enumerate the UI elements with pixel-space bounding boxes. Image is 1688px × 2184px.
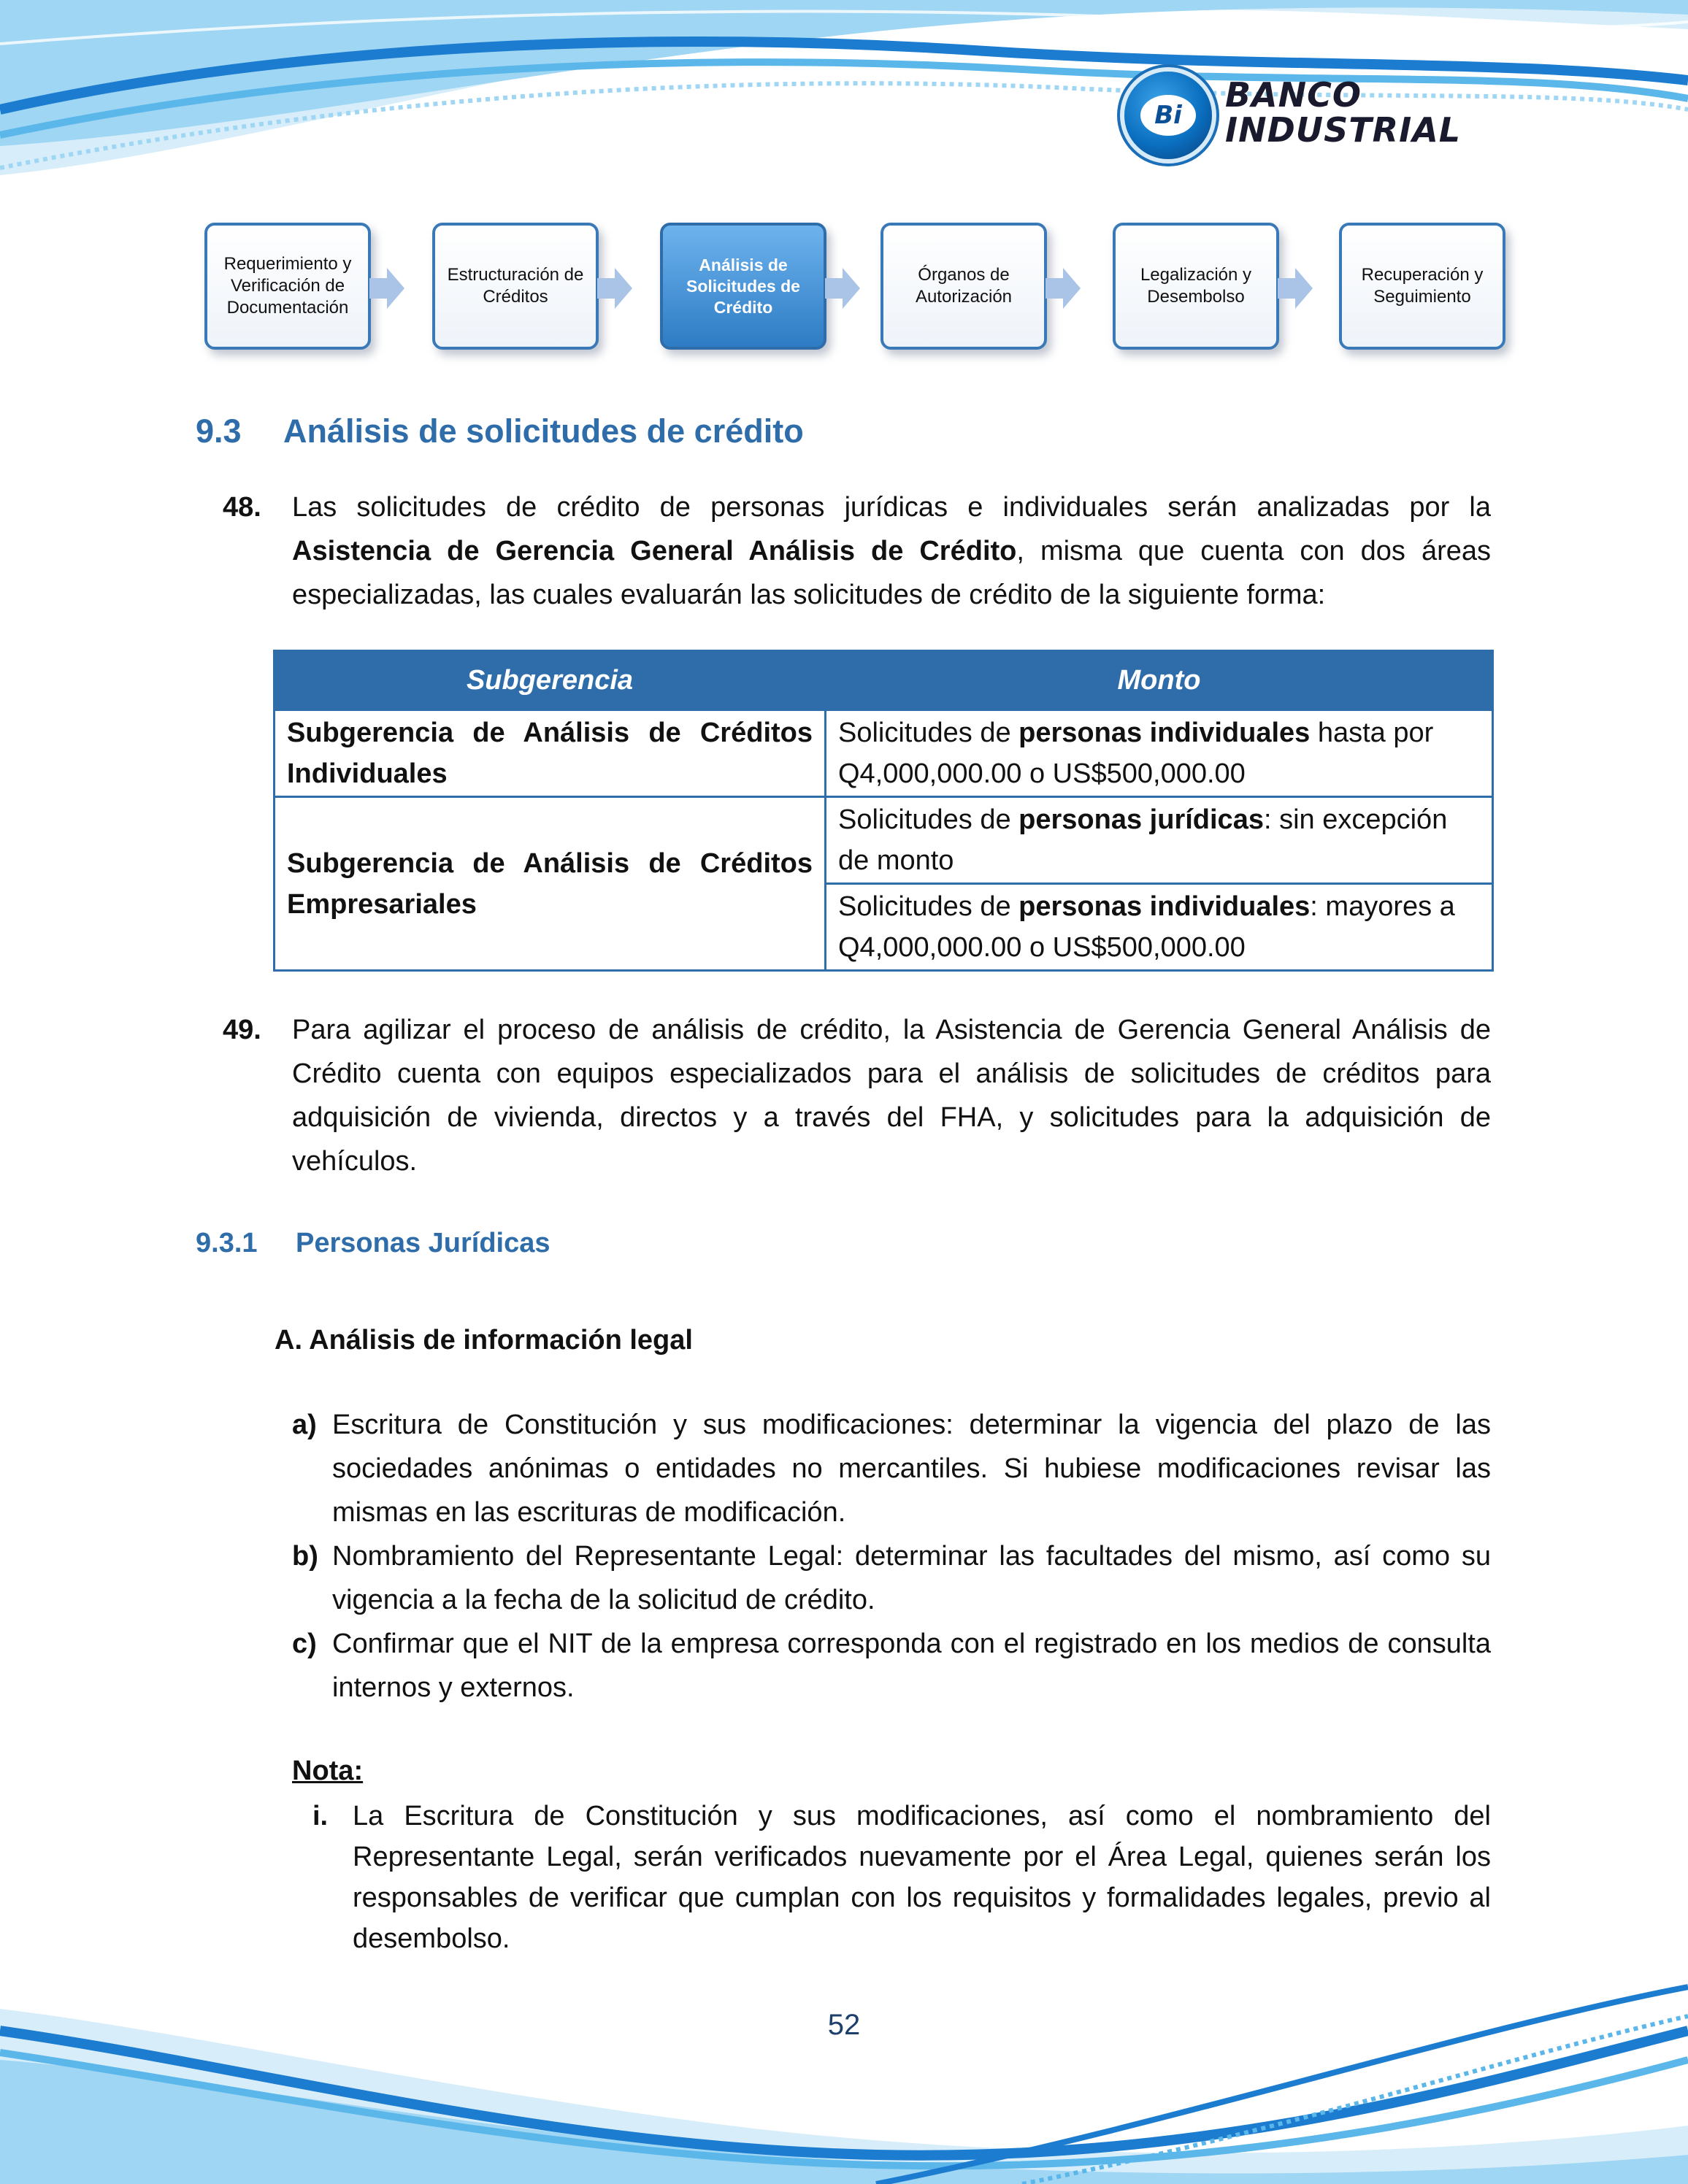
flow-arrow-icon [1295,268,1313,309]
legal-analysis-list [292,1403,1491,1710]
flow-step-recuperacion: Recuperación y Seguimiento [1339,223,1505,350]
table-cell-monto: Solicitudes de personas individuales hasta por Q4,000,000.00 o US$500,000.00 [826,710,1493,797]
table-header-subgerencia: Subgerencia [275,651,826,710]
list-item-text: Nombramiento del Representante Legal: determinar las facultades del mismo, así como su vigencia a la fecha de la solicitud de crédito. [332,1541,1491,1615]
table-cell-monto: Solicitudes de personas jurídicas: sin excepción de monto [826,797,1493,884]
flow-step-legalizacion: Legalización y Desembolso [1113,223,1279,350]
page-number: 52 [827,2009,861,2041]
paragraph-text: Las solicitudes de crédito de personas jurídicas e individuales serán analizadas por la [292,492,1491,523]
table-header-row [275,651,1493,710]
logo-name-line1: BANCO [1225,75,1362,115]
flow-step-requerimiento: Requerimiento y Verificación de Documentación [204,223,371,350]
list-item [312,1796,1491,1959]
table-cell-monto: Solicitudes de personas individuales: mayores a Q4,000,000.00 o US$500,000.00 [826,884,1493,971]
table-row [275,797,1493,884]
logo-mark: Bi [1140,95,1196,136]
subsection-heading [196,1228,550,1259]
list-item [292,1622,1491,1710]
list-item-text: Confirmar que el NIT de la empresa corresponda con el registrado en los medios de consulta internos y externos. [332,1629,1491,1703]
footer-wave-decoration [0,1943,1688,2184]
paragraph-bold-text: Asistencia de Gerencia General Análisis de Crédito [292,536,1017,566]
authority-table [273,650,1494,972]
section-number: 9.3 [196,412,242,450]
list-item-text: Escritura de Constitución y sus modificaciones: determinar la vigencia del plazo de las sociedades anónimas o entidades no mercantiles. Si hubiese modificaciones revisar las mismas en las escrituras de modificación. [332,1410,1491,1528]
flow-arrow-icon [387,268,404,309]
flow-step-analisis-active: Análisis de Solicitudes de Crédito [660,223,826,350]
table-header-monto: Monto [826,651,1493,710]
list-item-label: b) [292,1541,318,1572]
flow-arrow-icon [615,268,632,309]
process-flow-diagram [204,223,1555,354]
flow-arrow-icon [1063,268,1081,309]
list-item-text: La Escritura de Constitución y sus modificaciones, así como el nombramiento del Representante Legal, serán verificados nuevamente por el Área Legal, quienes serán los responsables de verificar que cumplan con los requisitos y formalidades legales, previo al desembolso. [353,1801,1491,1954]
subsection-a-title: A. Análisis de información legal [275,1325,693,1356]
paragraph-number: 48. [223,492,261,523]
list-item [292,1403,1491,1534]
table-row [275,710,1493,797]
table-cell-subgerencia: Subgerencia de Análisis de Créditos Empresariales [275,797,826,971]
list-item-label: i. [312,1801,329,1831]
subsection-title: Personas Jurídicas [296,1228,550,1258]
flow-step-estructuracion: Estructuración de Créditos [432,223,599,350]
flow-arrow-icon [843,268,860,309]
logo-emblem-icon [1124,72,1212,159]
paragraph-49 [223,1008,1491,1183]
list-item [292,1534,1491,1622]
list-item-label: a) [292,1410,317,1440]
paragraph-text: , misma que cuenta con dos áreas especializadas, las cuales evaluarán las solicitudes de crédito de la siguiente forma: [292,536,1491,610]
table-cell-subgerencia: Subgerencia de Análisis de Créditos Individuales [275,710,826,797]
note-list [312,1796,1491,1959]
section-title: Análisis de solicitudes de crédito [283,412,804,450]
paragraph-number: 49. [223,1015,261,1045]
logo-name-line2: INDUSTRIAL [1225,110,1462,150]
logo-wordmark [1225,75,1488,150]
paragraph-48 [223,485,1491,617]
list-item-label: c) [292,1629,317,1659]
note-heading: Nota: [292,1756,364,1786]
subsection-number: 9.3.1 [196,1228,258,1258]
section-heading [196,412,804,450]
flow-step-organos: Órganos de Autorización [881,223,1047,350]
bank-logo [1124,72,1489,159]
paragraph-text: Para agilizar el proceso de análisis de crédito, la Asistencia de Gerencia General Análisis de Crédito cuenta con equipos especializados para el análisis de solicitudes de créditos para adquisición de vivienda, directos y a través del FHA, y solicitudes para la adquisición de vehículos. [292,1015,1491,1177]
